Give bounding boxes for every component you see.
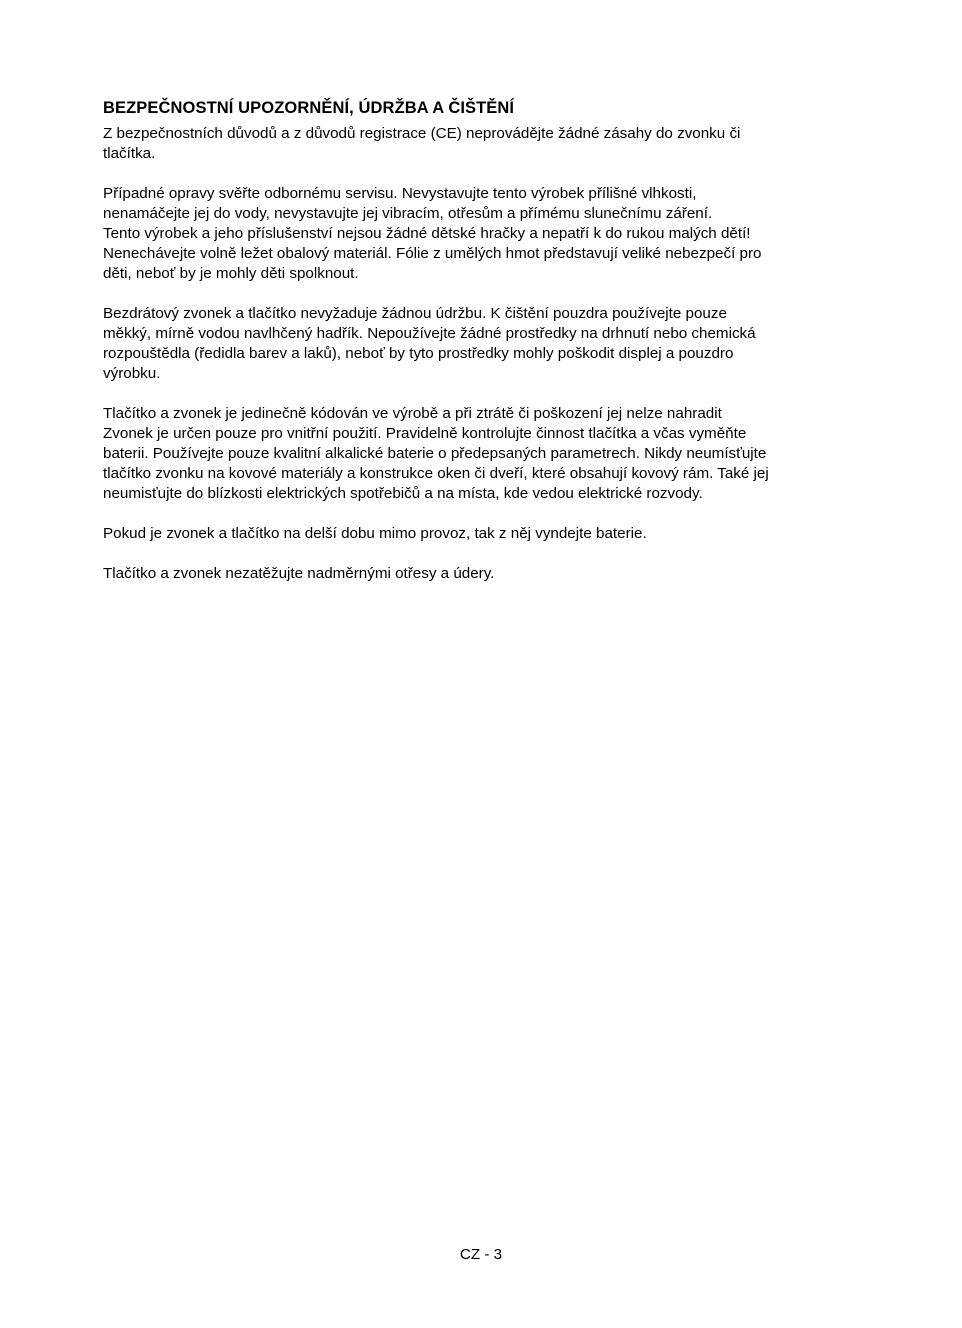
text-line: nenamáčejte jej do vody, nevystavujte jej vibracím, otřesům a přímému slunečnímu záření. [103,205,713,222]
text-line: baterii. Používejte pouze kvalitní alkalické baterie o předepsaných parametrech. Nikdy neumísťujte [103,445,767,462]
text-line: Zvonek je určen pouze pro vnitřní použití. Pravidelně kontrolujte činnost tlačítka a včas vyměňte [103,425,747,442]
paragraph-repairs [103,184,863,284]
section-heading: BEZPEČNOSTNÍ UPOZORNĚNÍ, ÚDRŽBA A ČIŠTĚNÍ [103,99,515,117]
paragraph-batteries [103,524,863,544]
text-line: Z bezpečnostních důvodů a z důvodů registrace (CE) neprovádějte žádné zásahy do zvonku či [103,125,741,142]
paragraph-registration [103,124,863,164]
text-line: neumisťujte do blízkosti elektrických spotřebičů a na místa, kde vedou elektrické rozvody. [103,485,703,502]
paragraph-cleaning [103,304,863,384]
page-number: CZ - 3 [459,1246,503,1263]
text-line: děti, neboť by je mohly děti spolknout. [103,265,359,282]
text-line: tlačítka. [103,145,156,162]
paragraph-shocks [103,564,863,584]
text-line: rozpouštědla (ředidla barev a laků), neboť by tyto prostředky mohly poškodit displej a pouzdro [103,345,734,362]
document-body [103,98,863,584]
text-line: měkký, mírně vodou navlhčený hadřík. Nepoužívejte žádné prostředky na drhnutí nebo chemická [103,325,756,342]
text-line: Případné opravy svěřte odbornému servisu. Nevystavujte tento výrobek přílišné vlhkosti, [103,185,697,202]
text-line: Bezdrátový zvonek a tlačítko nevyžaduje žádnou údržbu. K čištění pouzdra používejte pouze [103,305,727,322]
text-line: Tlačítko a zvonek nezatěžujte nadměrnými otřesy a údery. [103,565,495,582]
paragraph-installation [103,404,863,504]
text-line: tlačítko zvonku na kovové materiály a konstrukce oken či dveří, které obsahují kovový rám. Také jej [103,465,769,482]
text-line: Tlačítko a zvonek je jedinečně kódován ve výrobě a při ztrátě či poškození jej nelze nahradit [103,405,722,422]
text-line: Pokud je zvonek a tlačítko na delší dobu mimo provoz, tak z něj vyndejte baterie. [103,525,647,542]
text-line: výrobku. [103,365,161,382]
text-line: Nenechávejte volně ležet obalový materiál. Fólie z umělých hmot představují veliké nebezpečí pro [103,245,762,262]
text-line: Tento výrobek a jeho příslušenství nejsou žádné dětské hračky a nepatří k do rukou malých dětí! [103,225,751,242]
